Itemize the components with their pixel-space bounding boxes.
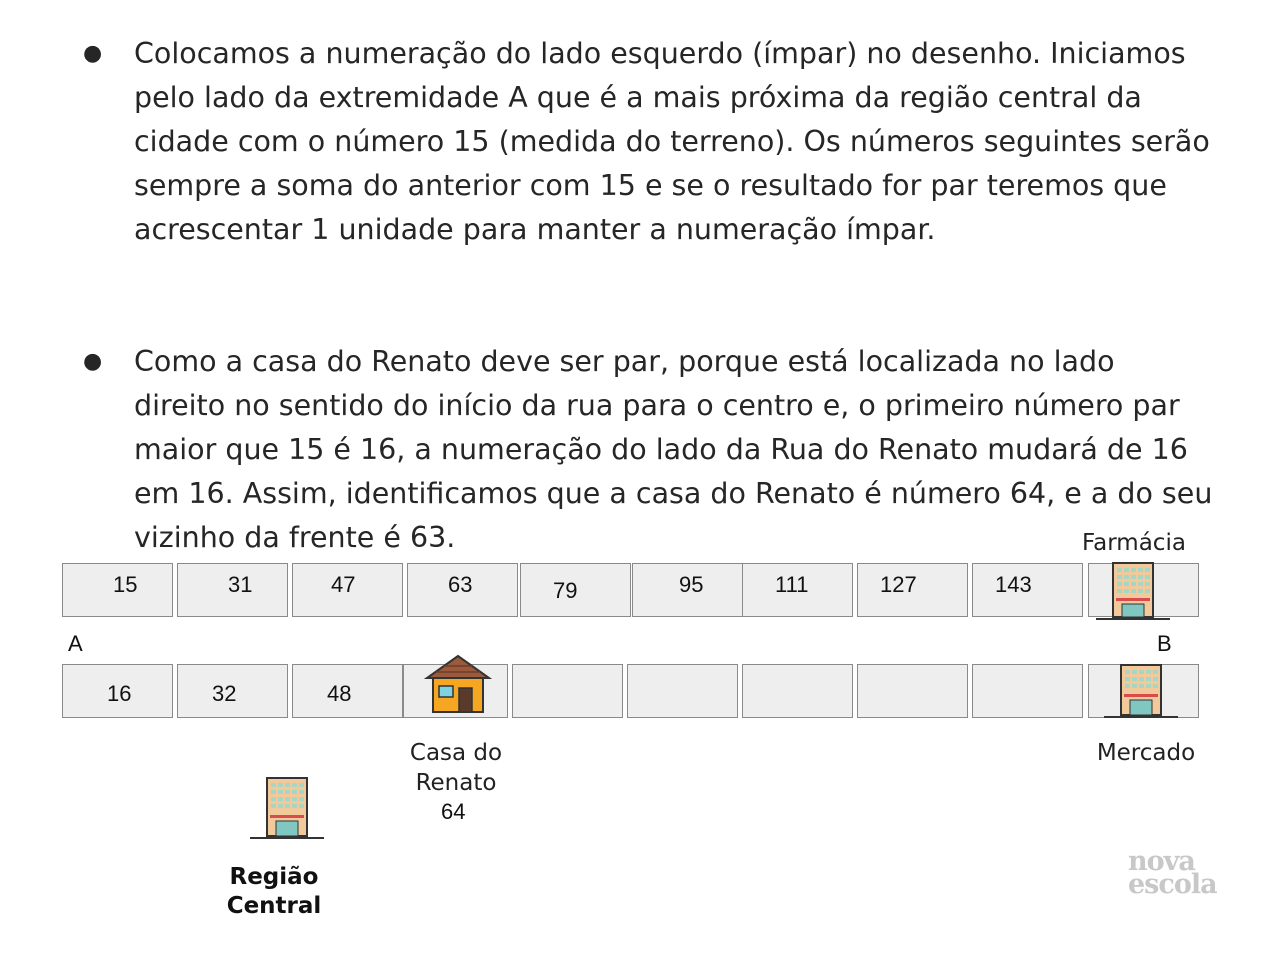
lot-top-9 — [972, 563, 1083, 617]
lot-top-8 — [857, 563, 968, 617]
mercado-label: Mercado — [1096, 740, 1196, 766]
lot-number: 63 — [448, 572, 473, 597]
lot-number: 31 — [228, 572, 253, 597]
lot-top-3 — [292, 563, 403, 617]
lot-top-7 — [742, 563, 853, 617]
lot-number: 47 — [331, 572, 356, 597]
nova-escola-logo — [1128, 846, 1217, 900]
lot-bottom-9 — [972, 664, 1083, 718]
lot-bottom-7 — [742, 664, 853, 718]
casa-renato-line2: Renato — [415, 770, 497, 796]
building-icon — [1092, 560, 1174, 626]
lot-number: 15 — [113, 572, 138, 597]
bullet-text: Colocamos a numeração do lado esquerdo (ímpar) no desenho. Iniciamos pelo lado da extremidade A que é a mais próxima da região central da cidade com o número 15 (medida do terreno). Os números seguintes serão sempre a soma do anterior com 15 e se o resultado for par teremos que acrescentar 1 unidade para manter a numeração ímpar. — [134, 37, 1210, 246]
building-icon — [1100, 662, 1182, 728]
lot-number: 143 — [995, 572, 1032, 597]
farmacia-label: Farmácia — [1082, 530, 1186, 556]
bullet-dot: ● — [83, 41, 103, 66]
lot-number: 79 — [553, 578, 578, 603]
bullet-text: Como a casa do Renato deve ser par, porque está localizada no lado direito no sentido do início da rua para o centro e, o primeiro número par maior que 15 é 16, a numeração do lado da Rua do Renato mudará de 16 em 16. Assim, identificamos que a casa do Renato é número 64, e a do seu vizinho da frente é 63. — [134, 345, 1213, 554]
lot-number: 32 — [212, 681, 237, 706]
lot-bottom-8 — [857, 664, 968, 718]
lot-top-5 — [520, 563, 631, 617]
casa-renato-line1: Casa do — [409, 740, 503, 766]
regiao-line2: Central — [226, 893, 322, 919]
lot-number: 111 — [775, 572, 809, 597]
regiao-line1: Região — [229, 864, 319, 890]
lot-bottom-1 — [62, 664, 173, 718]
casa-renato-number: 64 — [441, 799, 466, 824]
lot-bottom-3 — [292, 664, 403, 718]
bullet-item-even-numbering — [83, 340, 1214, 560]
lot-top-4 — [407, 563, 518, 617]
bullet-dot: ● — [83, 349, 103, 374]
street-end-a: A — [68, 631, 83, 656]
lot-bottom-2 — [177, 664, 288, 718]
bullet-item-odd-numbering — [83, 32, 1214, 252]
logo-line1: nova — [1128, 846, 1195, 877]
lot-number: 16 — [107, 681, 132, 706]
lot-bottom-6 — [627, 664, 738, 718]
house-icon — [424, 654, 492, 716]
logo-line2: escola — [1128, 869, 1217, 900]
lot-top-2 — [177, 563, 288, 617]
lot-number: 95 — [679, 572, 704, 597]
lot-top-1 — [62, 563, 173, 617]
street-end-b: B — [1157, 631, 1172, 656]
lot-bottom-5 — [512, 664, 623, 718]
lot-number: 127 — [880, 572, 917, 597]
lot-top-6 — [632, 563, 743, 617]
lot-number: 48 — [327, 681, 352, 706]
building-icon — [246, 775, 328, 845]
